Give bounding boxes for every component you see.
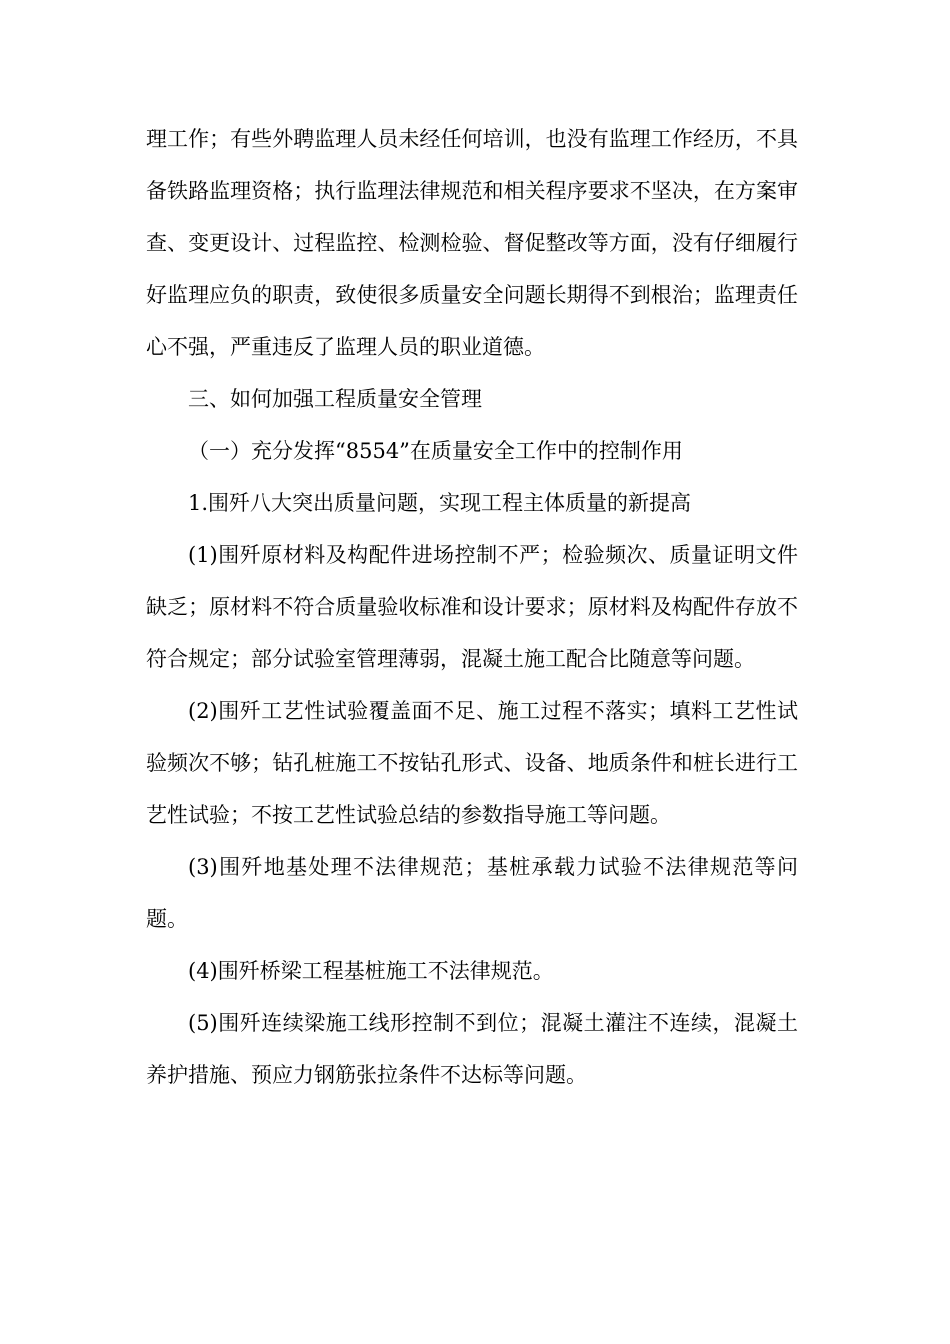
item-heading-1: 1.围歼八大突出质量问题，实现工程主体质量的新提高 bbox=[188, 491, 692, 515]
list-item-5: (5)围歼连续梁施工线形控制不到位；混凝土灌注不连续，混凝土养护措施、预应力钢筋张拉条件不达标等问题。 bbox=[146, 1011, 798, 1087]
document-body bbox=[146, 113, 798, 1101]
paragraph-supervision-issues: 理工作；有些外聘监理人员未经任何培训，也没有监理工作经历，不具备铁路监理资格；执行监理法律规范和相关程序要求不坚决，在方案审查、变更设计、过程监控、检测检验、督促整改等方面，没有仔细履行好监理应负的职责，致使很多质量安全问题长期得不到根治；监理责任心不强，严重违反了监理人员的职业道德。 bbox=[146, 127, 798, 359]
list-item-4: (4)围歼桥梁工程基桩施工不法律规范。 bbox=[188, 959, 554, 983]
subsection-heading-1: （一）充分发挥“8554”在质量安全工作中的控制作用 bbox=[188, 439, 683, 463]
list-item-1: (1)围歼原材料及构配件进场控制不严；检验频次、质量证明文件缺乏；原材料不符合质量验收标准和设计要求；原材料及构配件存放不符合规定；部分试验室管理薄弱，混凝土施工配合比随意等问题。 bbox=[146, 543, 798, 671]
list-item-3: (3)围歼地基处理不法律规范；基桩承载力试验不法律规范等问题。 bbox=[146, 855, 798, 931]
list-item-2: (2)围歼工艺性试验覆盖面不足、施工过程不落实；填料工艺性试验频次不够；钻孔桩施工不按钻孔形式、设备、地质条件和桩长进行工艺性试验；不按工艺性试验总结的参数指导施工等问题。 bbox=[146, 699, 798, 827]
section-heading-3: 三、如何加强工程质量安全管理 bbox=[188, 387, 482, 411]
